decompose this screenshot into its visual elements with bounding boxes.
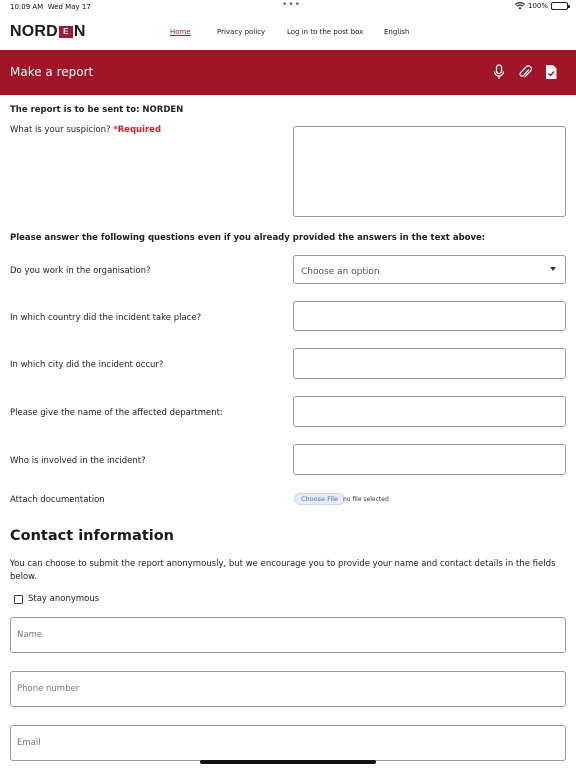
norden-logo[interactable]: NORD E N (10, 23, 86, 40)
department-input[interactable] (293, 396, 566, 427)
status-time: 10:09 AM Wed May 17 (10, 3, 91, 11)
city-label: In which city did the incident occur? (10, 360, 164, 370)
multitasking-dots[interactable]: ••• (282, 0, 301, 10)
wifi-icon (515, 2, 525, 10)
email-input[interactable]: Email (10, 725, 566, 761)
work-select-value: Choose an option (301, 267, 380, 277)
attach-label: Attach documentation (10, 495, 105, 505)
document-icon[interactable] (544, 64, 558, 80)
city-input[interactable] (293, 348, 566, 379)
suspicion-label: What is your suspicion? *Required (10, 125, 162, 135)
name-input[interactable]: Name (10, 617, 566, 653)
choose-file-button[interactable]: Choose File (294, 493, 345, 505)
site-header (0, 14, 576, 50)
anonymous-label: Stay anonymous (28, 594, 100, 604)
country-label: In which country did the incident take place? (10, 313, 202, 323)
required-marker: *Required (113, 125, 162, 135)
nav-privacy-link[interactable]: Privacy policy (217, 28, 266, 36)
involved-label: Who is involved in the incident? (10, 456, 146, 466)
contact-heading: Contact information (10, 528, 175, 544)
nav-home-link[interactable]: Home (170, 28, 191, 36)
nav-login-link[interactable]: Log in to the post box (287, 28, 364, 36)
work-select[interactable] (293, 255, 566, 284)
page-title: Make a report (10, 65, 94, 79)
anonymous-checkbox[interactable] (14, 595, 23, 604)
paperclip-icon[interactable] (518, 64, 532, 80)
status-right (515, 2, 568, 10)
battery-icon (551, 2, 568, 10)
contact-description: You can choose to submit the report anonymously, but we encourage you to provide your name and contact details in the fields below. (10, 559, 556, 582)
status-bar (0, 0, 576, 14)
instructions-text: Please answer the following questions even if you already provided the answers in the text above: (10, 233, 486, 243)
file-status: no file selected (343, 496, 389, 503)
country-input[interactable] (293, 301, 566, 331)
recipient-text: The report is to be sent to: NORDEN (10, 105, 184, 115)
home-indicator[interactable] (200, 760, 376, 764)
page-banner (0, 50, 576, 95)
phone-input[interactable]: Phone number (10, 671, 566, 707)
chevron-down-icon (550, 267, 556, 271)
department-label: Please give the name of the affected department: (10, 408, 223, 418)
suspicion-textarea[interactable] (293, 126, 566, 217)
logo-mark: E (59, 26, 73, 38)
battery-percentage: 100% (527, 2, 548, 10)
language-selector[interactable]: English (384, 28, 410, 36)
involved-input[interactable] (293, 444, 566, 475)
microphone-icon[interactable] (492, 64, 506, 80)
work-label: Do you work in the organisation? (10, 266, 151, 276)
